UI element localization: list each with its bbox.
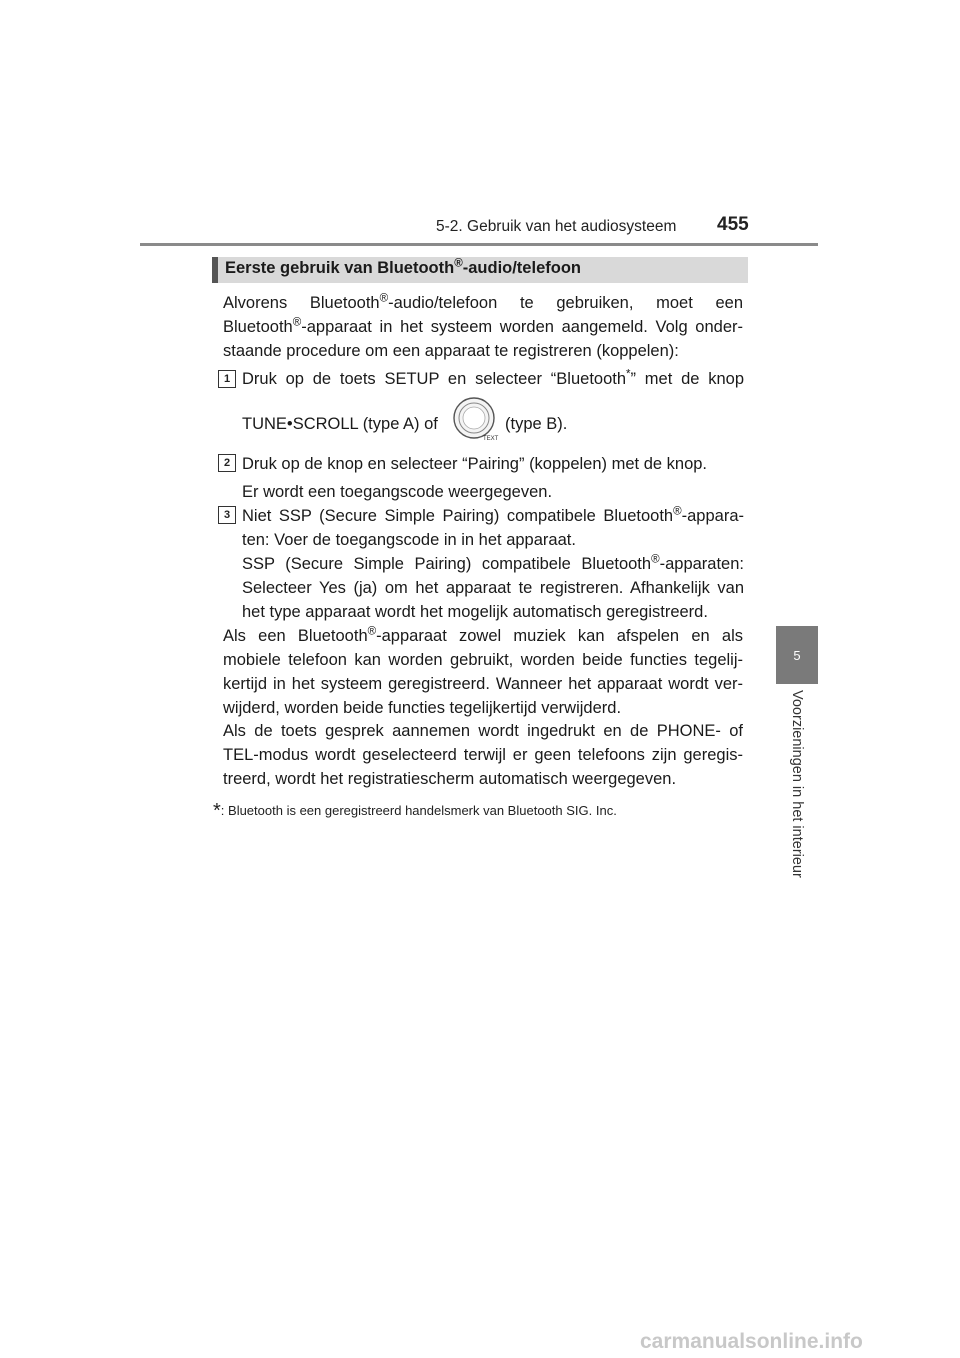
step-2-text: Druk op de knop en selecteer “Pairing” (koppelen) met de knop.: [242, 455, 708, 473]
note-paragraph-1: Als een Bluetooth®-apparaat zowel muziek kan afspelen en als mobiele telefoon kan worden gebruikt, worden beide functies tegelij- kertijd in het systeem geregistreerd. Wanneer het apparaat wordt ver- wijderd, worden beide functies tegelijkertijd verwijderd.: [223, 625, 743, 717]
chapter-number: 5: [793, 647, 801, 663]
header-divider: [140, 243, 818, 246]
step-number-2: 2: [218, 454, 236, 472]
note-paragraph-2: Als de toets gesprek aannemen wordt ingedrukt en de PHONE- of TEL-modus wordt geselecteerd terwijl er geen telefoons zijn geregis- treerd, wordt het registratiescherm automatisch weergegeven.: [223, 722, 743, 788]
step-1-text: Druk op de toets SETUP en selecteer “Bluetooth*” met de knop: [242, 368, 744, 388]
step-3-text: Niet SSP (Secure Simple Pairing) compatibele Bluetooth®-appara- ten: Voer de toegangscode in in het apparaat. SSP (Secure Simple Pairing) compatibele Bluetooth®-apparaten: Selecteer Yes (ja) om het apparaat te registreren. Afhankelijk van het type apparaat wordt het mogelijk automatisch geregistreerd.: [242, 505, 744, 621]
step-number-3: 3: [218, 506, 236, 524]
intro-paragraph: Alvorens Bluetooth®-audio/telefoon te gebruiken, moet een Bluetooth®-apparaat in het systeem worden aangemeld. Volg onder- staande procedure om een apparaat te registreren (koppelen):: [223, 292, 743, 360]
knob-label: TEXT: [483, 436, 499, 442]
chapter-tab: [776, 626, 818, 684]
page-number: 455: [717, 214, 749, 235]
section-title: 5-2. Gebruik van het audiosysteem: [436, 218, 677, 235]
step-2-note: Er wordt een toegangscode weergegeven.: [242, 483, 553, 501]
step-number-1: 1: [218, 370, 236, 388]
tune-knob-icon: [450, 396, 500, 442]
section-heading: Eerste gebruik van Bluetooth®-audio/telefoon: [225, 257, 581, 277]
chapter-title: Voorzieningen in het interieur: [789, 690, 805, 878]
watermark: carmanualsonline.info: [640, 1330, 863, 1353]
step-1-text-line2: TUNE•SCROLL (type A) of: [242, 415, 438, 433]
step-1-text-line2-end: (type B).: [505, 415, 568, 433]
footnote: *: Bluetooth is een geregistreerd handelsmerk van Bluetooth SIG. Inc.: [213, 800, 617, 822]
section-heading-marker: [212, 257, 218, 283]
